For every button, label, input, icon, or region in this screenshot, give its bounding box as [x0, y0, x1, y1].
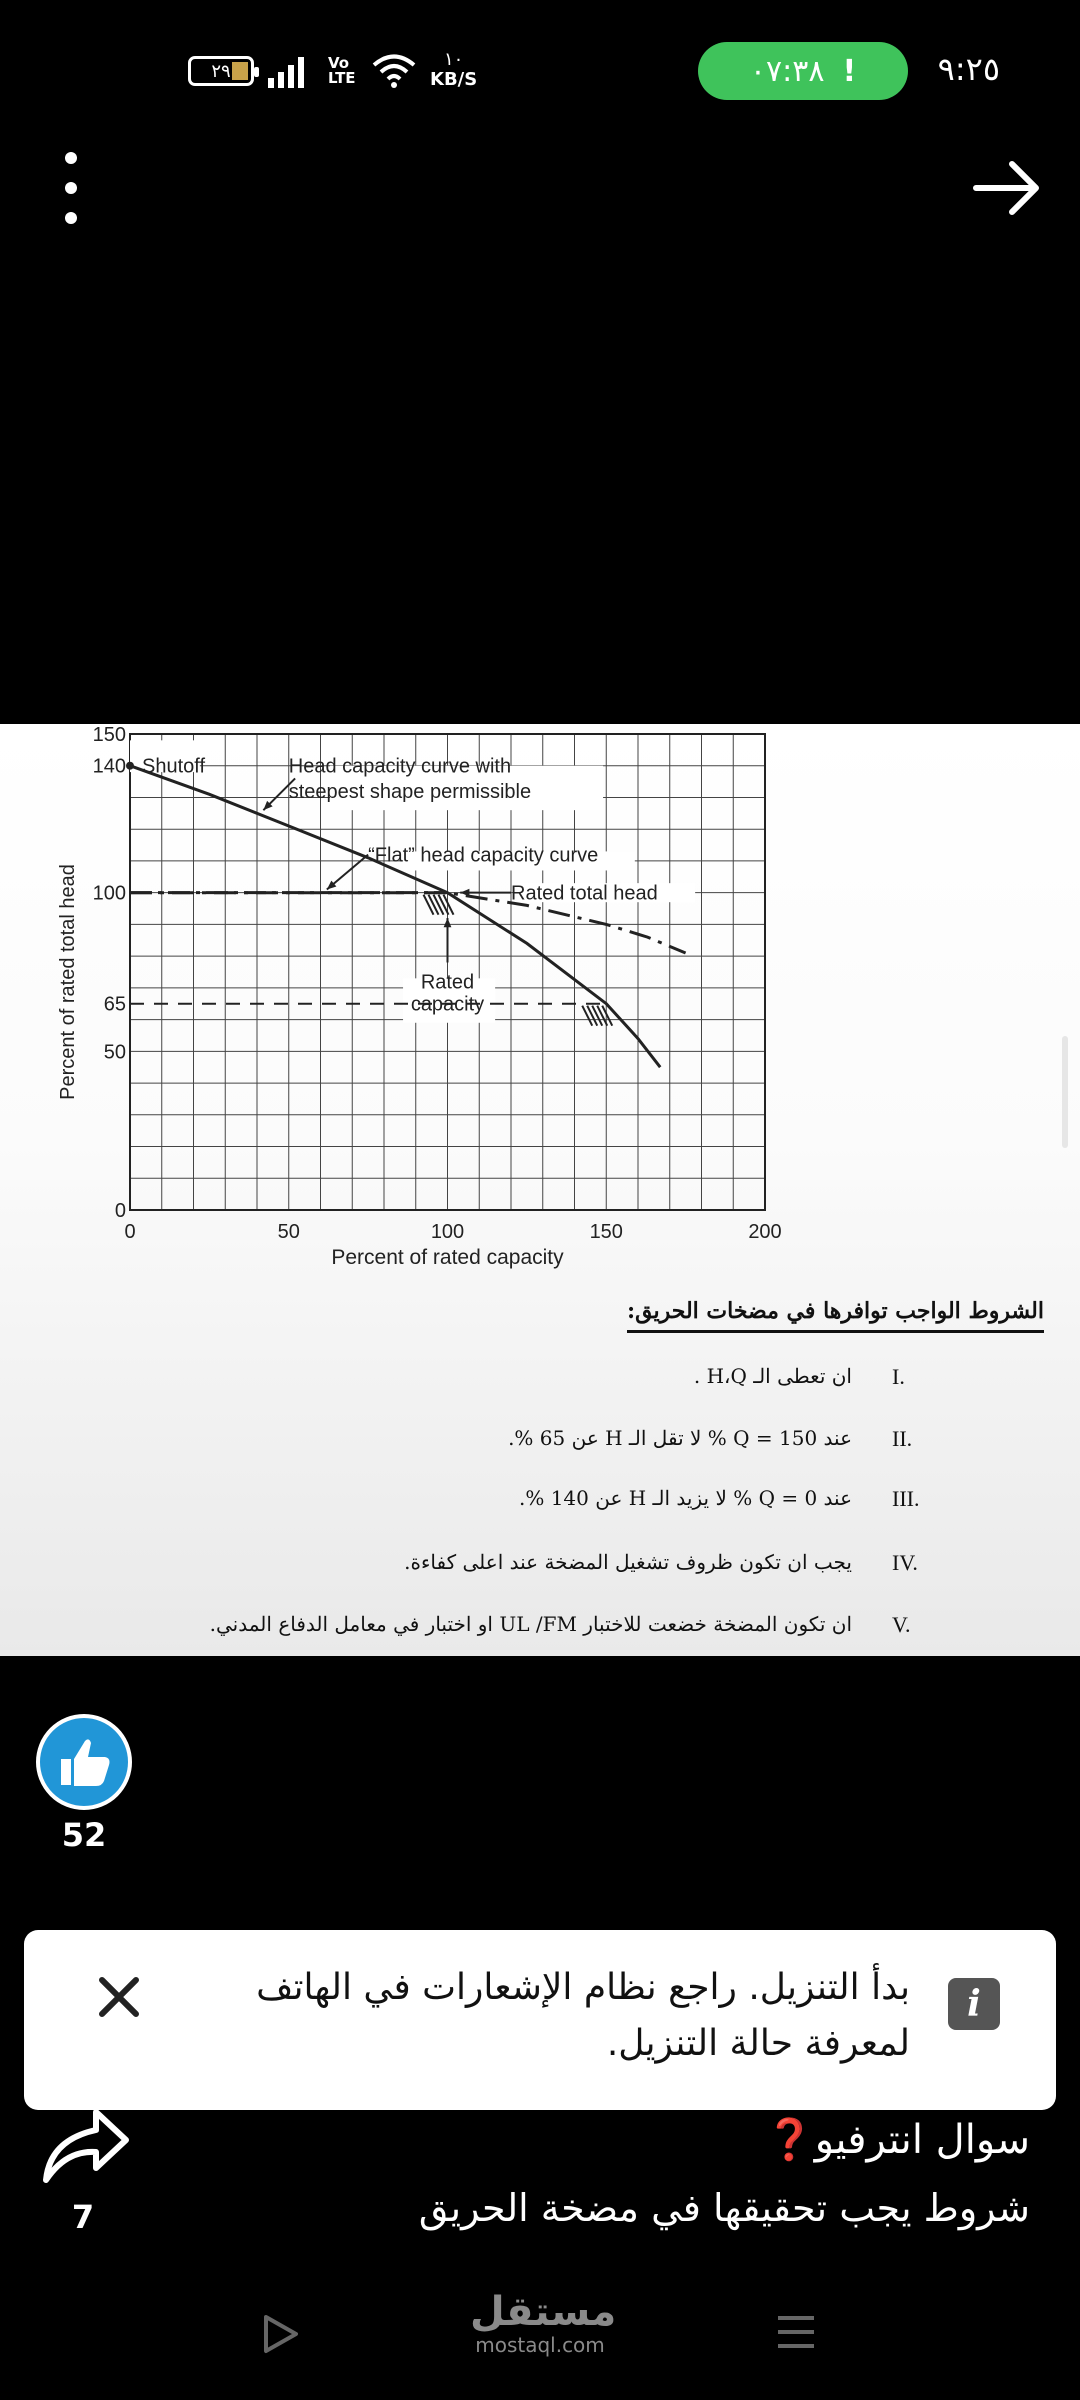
- pump-curve-chart: [0, 724, 1080, 1284]
- volte-indicator: Vo LTE: [328, 54, 356, 87]
- chart-annotation: Shutoff: [142, 755, 206, 778]
- condition-text: عند Q = 150 % لا تقل الـ H عن 65 %.: [508, 1426, 852, 1450]
- condition-number: III.: [892, 1486, 920, 1511]
- battery-icon: ٢٩: [188, 56, 254, 86]
- scroll-indicator[interactable]: [1062, 1036, 1068, 1148]
- call-timer: ٠٧:٣٨: [749, 53, 825, 89]
- x-tick-label: 150: [589, 1221, 623, 1243]
- y-tick-label: 140: [92, 755, 126, 778]
- y-tick-label: 50: [103, 1041, 126, 1064]
- video-caption-subtitle: شروط يجب تحقيقها في مضخة الحريق: [418, 2186, 1030, 2230]
- condition-text: ان تعطى الـ H،Q .: [693, 1364, 852, 1388]
- caption-title-text: سوال انترفيو: [814, 2117, 1030, 2163]
- condition-text: عند Q = 0 % لا يزيد الـ H عن 140 %.: [518, 1486, 852, 1510]
- chart-annotation: Rated total head: [511, 882, 658, 905]
- clock: ٩:٢٥: [937, 50, 1000, 88]
- condition-number: II.: [892, 1426, 913, 1451]
- annotation-arrowhead: [460, 889, 469, 897]
- condition-text: ان تكون المضخة خضعت للاختبار UL /FM او اختبار في معامل الدفاع المدني.: [209, 1612, 852, 1636]
- call-alert-icon: !: [842, 53, 857, 89]
- toast-message: بدأ التنزيل. راجع نظام الإشعارات في الهاتف لمعرفة حالة التنزيل.: [256, 1967, 910, 2064]
- hatch-mark: [434, 895, 444, 915]
- hatch-mark: [592, 1006, 602, 1026]
- x-axis-label: Percent of rated capacity: [331, 1246, 564, 1269]
- hatch-mark: [444, 895, 454, 915]
- thumbs-up-icon: [53, 1731, 115, 1793]
- video-caption-title: [765, 2116, 1030, 2163]
- y-axis-label: Percent of rated total head: [57, 864, 79, 1100]
- series-line-steepest: [130, 766, 660, 1067]
- x-tick-label: 0: [124, 1221, 136, 1243]
- y-tick-label: 65: [103, 993, 126, 1016]
- share-count: 7: [71, 2198, 95, 2236]
- play-icon[interactable]: [258, 2312, 302, 2356]
- condition-number: IV.: [892, 1550, 918, 1575]
- net-speed-indicator: ١٠ KB/S: [430, 49, 478, 90]
- more-options-icon[interactable]: [56, 152, 86, 224]
- y-tick-label: 100: [92, 882, 126, 905]
- close-icon[interactable]: [94, 1972, 144, 2022]
- like-count: 52: [61, 1816, 107, 1854]
- y-tick-label: 150: [92, 724, 126, 746]
- download-toast: [24, 1930, 1056, 2110]
- signal-icon: [268, 56, 310, 88]
- shutoff-point: [126, 762, 134, 770]
- x-tick-label: 50: [277, 1221, 300, 1243]
- condition-number: I.: [892, 1364, 905, 1389]
- condition-text: يجب ان تكون ظروف تشغيل المضخة عند اعلى كفاءة.: [404, 1550, 852, 1574]
- like-button[interactable]: [36, 1714, 132, 1810]
- y-tick-label: 0: [114, 1200, 126, 1222]
- share-icon[interactable]: [36, 2104, 132, 2194]
- chart-annotation: steepest shape permissible: [288, 781, 532, 804]
- hatch-mark: [424, 895, 434, 915]
- chart-annotation: “Flat” head capacity curve: [368, 844, 599, 867]
- info-icon: i: [948, 1978, 1000, 2030]
- conditions-title: الشروط الواجب توافرها في مضخات الحريق:: [627, 1298, 1044, 1333]
- menu-icon[interactable]: [776, 2310, 816, 2354]
- condition-number: V.: [892, 1612, 911, 1637]
- arrow-right-icon[interactable]: [970, 150, 1046, 226]
- x-tick-label: 200: [748, 1221, 782, 1243]
- annotation-arrowhead: [444, 918, 452, 927]
- chart-annotation: capacity: [410, 993, 485, 1016]
- chart-annotation: Head capacity curve with: [288, 755, 512, 778]
- document-image: [0, 724, 1080, 1656]
- status-bar: [0, 0, 1080, 140]
- call-timer-pill[interactable]: [698, 42, 908, 100]
- chart-annotation: Rated: [420, 971, 475, 994]
- hatch-mark: [429, 895, 439, 915]
- x-tick-label: 100: [430, 1221, 465, 1243]
- wifi-icon: [372, 52, 416, 90]
- hatch-mark: [587, 1006, 597, 1026]
- hatch-mark: [582, 1006, 592, 1026]
- question-mark-emoji: ❓: [764, 2117, 815, 2163]
- watermark-logo[interactable]: مستقل mostaql.com: [470, 2289, 617, 2357]
